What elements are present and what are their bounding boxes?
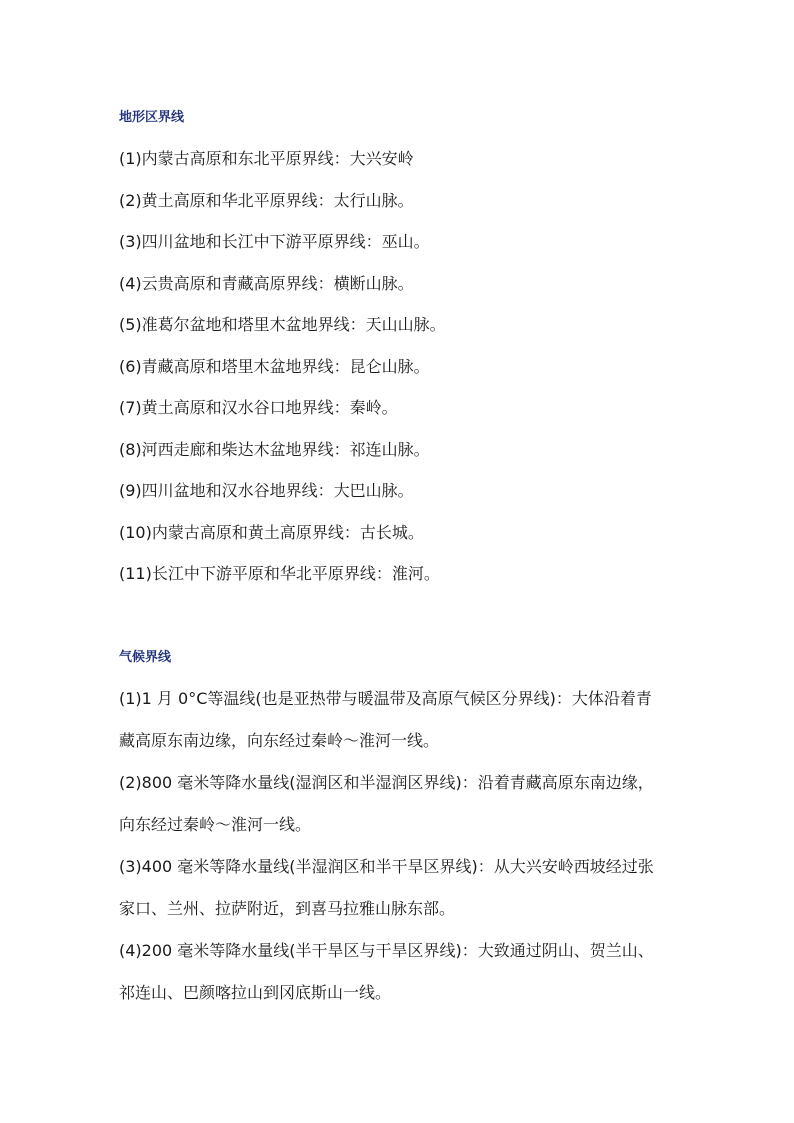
climate-line: 祁连山、巴颜喀拉山到冈底斯山一线。: [119, 983, 392, 1002]
terrain-item: (11)长江中下游平原和华北平原界线：淮河。: [119, 564, 440, 583]
climate-line: (1)1 月 0°C等温线(也是亚热带与暖温带及高原气候区分界线)：大体沿着青: [119, 689, 652, 708]
climate-line: 藏高原东南边缘，向东经过秦岭～淮河一线。: [119, 731, 440, 750]
terrain-heading: 地形区界线: [119, 110, 185, 125]
climate-heading: 气候界线: [119, 650, 172, 665]
terrain-item: (9)四川盆地和汉水谷地界线：大巴山脉。: [119, 481, 414, 500]
terrain-item: (4)云贵高原和青藏高原界线：横断山脉。: [119, 274, 414, 293]
terrain-item: (10)内蒙古高原和黄土高原界线：古长城。: [119, 523, 424, 542]
terrain-item: (7)黄土高原和汉水谷口地界线：秦岭。: [119, 398, 398, 417]
climate-line: (3)400 毫米等降水量线(半湿润区和半干旱区界线)：从大兴安岭西坡经过张: [119, 857, 654, 876]
climate-line: 家口、兰州、拉萨附近，到喜马拉雅山脉东部。: [119, 899, 456, 918]
terrain-item: (1)内蒙古高原和东北平原界线：大兴安岭: [119, 149, 414, 168]
terrain-item: (5)准葛尔盆地和塔里木盆地界线：天山山脉。: [119, 315, 446, 334]
terrain-item: (8)河西走廊和柴达木盆地界线：祁连山脉。: [119, 440, 430, 459]
climate-line: (2)800 毫米等降水量线(湿润区和半湿润区界线)：沿着青藏高原东南边缘，: [119, 773, 654, 792]
terrain-item: (6)青藏高原和塔里木盆地界线：昆仑山脉。: [119, 357, 430, 376]
climate-line: 向东经过秦岭～淮河一线。: [119, 815, 312, 834]
terrain-item: (3)四川盆地和长江中下游平原界线：巫山。: [119, 232, 430, 251]
climate-line: (4)200 毫米等降水量线(半干旱区与干旱区界线)：大致通过阴山、贺兰山、: [119, 941, 654, 960]
terrain-item: (2)黄土高原和华北平原界线：太行山脉。: [119, 191, 414, 210]
